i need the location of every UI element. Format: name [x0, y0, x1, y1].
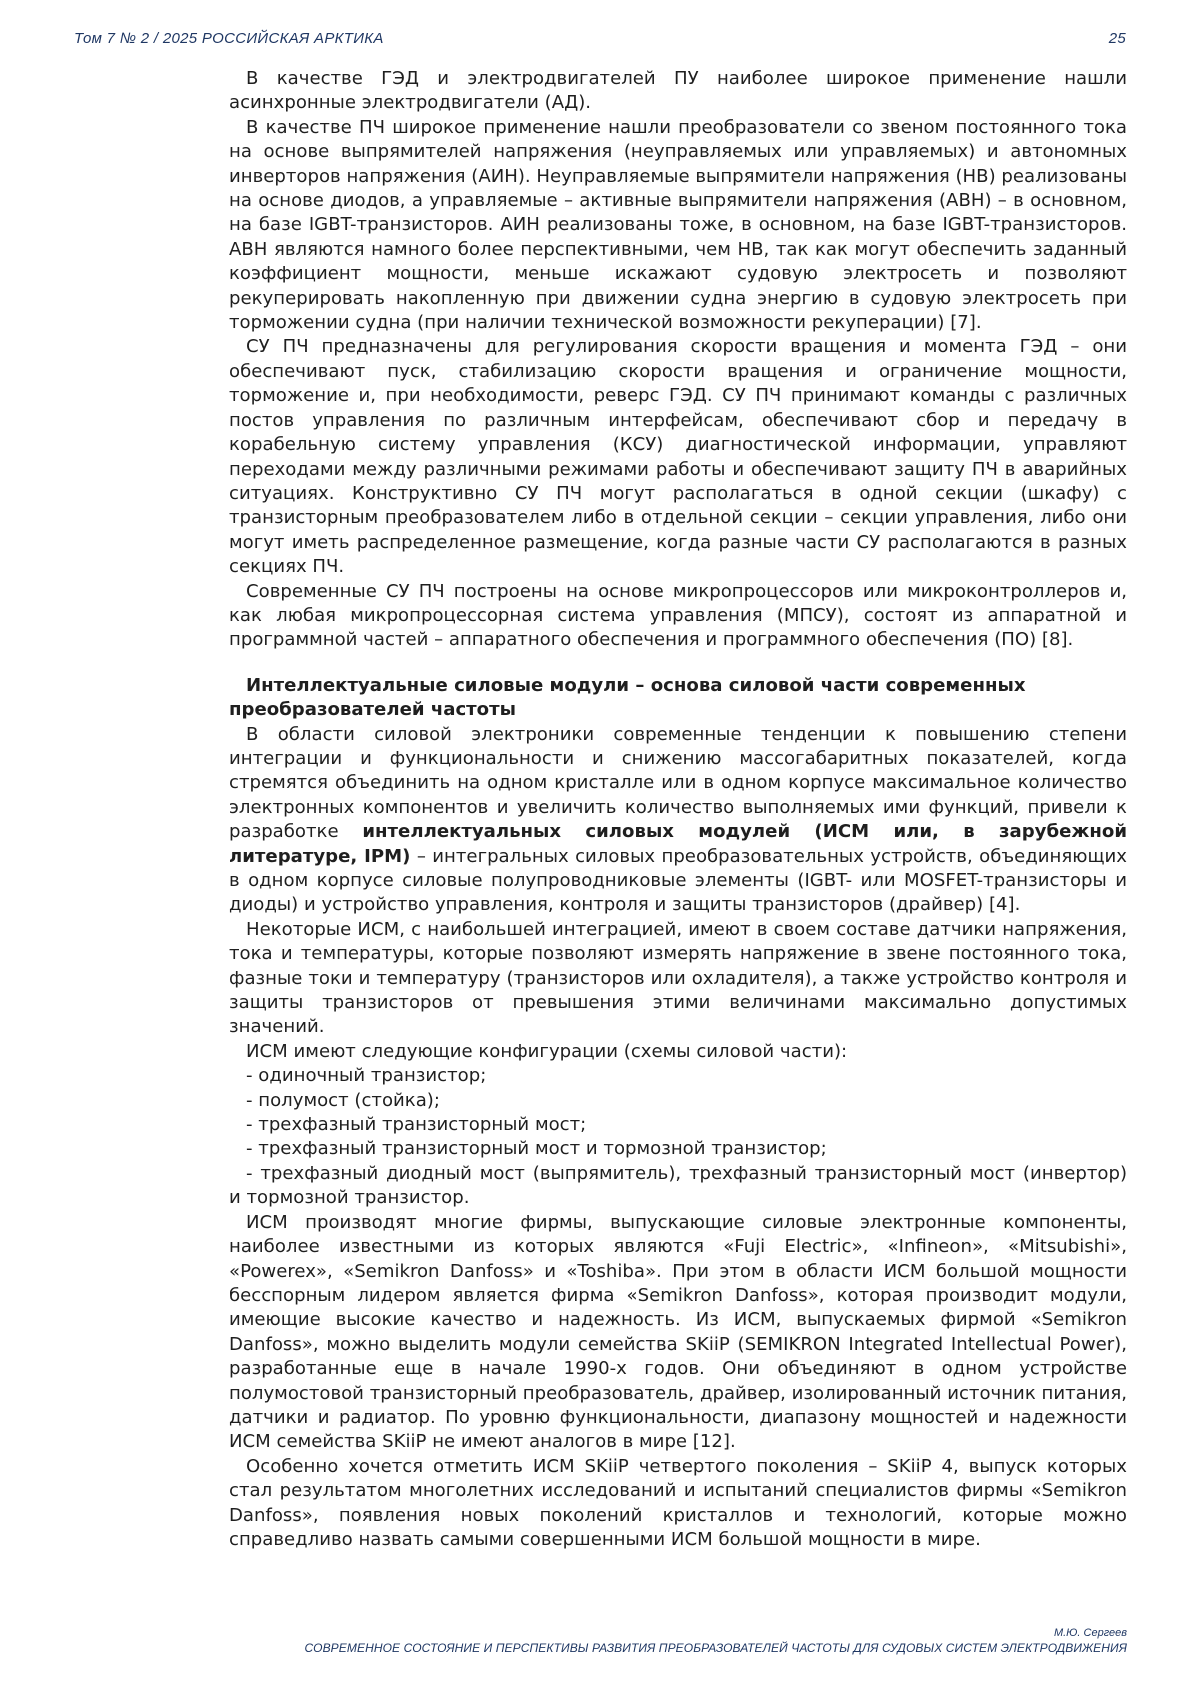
- list-item: - трехфазный диодный мост (выпрямитель), трехфазный транзисторный мост (инвертор) и тормозной транзистор.: [229, 1162, 1127, 1209]
- page-number: 25: [1108, 30, 1126, 47]
- paragraph: Современные СУ ПЧ построены на основе микропроцессоров или микроконтроллеров и, как любая микропроцессорная система управления (МПСУ), состоят из аппаратной и программной частей – аппаратного обеспечения и программного обеспечения (ПО) [8].: [229, 580, 1127, 651]
- list-item: - трехфазный транзисторный мост и тормозной транзистор;: [246, 1138, 827, 1160]
- list-item: - трехфазный транзисторный мост;: [246, 1114, 587, 1136]
- bold-term: интеллектуальных силовых модулей (ИСМ или, в зарубежной литературе, IPM): [229, 821, 1127, 867]
- running-footer: [67, 1626, 1127, 1656]
- paragraph: ИСМ имеют следующие конфигурации (схемы силовой части):: [246, 1040, 848, 1062]
- list-item: - полумост (стойка);: [246, 1089, 440, 1111]
- paragraph: Некоторые ИСМ, с наибольшей интеграцией, имеют в своем составе датчики напряжения, тока и температуры, которые позволяют измерять напряжение в звене постоянного тока, фазные токи и температуру (транзисторов или охладителя), а также устройство контроля и защиты транзисторов от превышения этими величинами максимально допустимых значений.: [229, 918, 1127, 1038]
- paragraph: В качестве ГЭД и электродвигателей ПУ наиболее широкое применение нашли асинхронные электродвигатели (АД).: [229, 68, 1127, 114]
- running-header: [74, 30, 1126, 56]
- list-item: - одиночный транзистор;: [246, 1065, 487, 1087]
- paragraph: В качестве ПЧ широкое применение нашли преобразователи со звеном постоянного тока на основе выпрямителей напряжения (неуправляемых или управляемых) и автономных инверторов напряжения (АИН). Неуправляемые выпрямители напряжения (НВ) реализованы на основе диодов, а управляемые – активные выпрямители напряжения (АВН) – в основном, на базе IGBT-транзисторов. АИН реализованы тоже, в основном, на базе IGBT-транзисторов. АВН являются намного более перспективными, чем НВ, так как могут обеспечить заданный коэффициент мощности, меньше искажают судовую электросеть и позволяют рекуперировать накопленную при движении судна энергию в судовую электросеть при торможении судна (при наличии технической возможности рекуперации) [7].: [229, 116, 1127, 334]
- paragraph: ИСМ производят многие фирмы, выпускающие силовые электронные компоненты, наиболее известными из которых являются «Fuji Electric», «Infineon», «Mitsubishi», «Powerex», «Semikron Danfoss» и «Toshiba». При этом в области ИСМ большой мощности бесспорным лидером является фирма «Semikron Danfoss», которая производит модули, имеющие высокие качество и надежность. Из ИСМ, выпускаемых фирмой «Semikron Danfoss», можно выделить модули семейства SKiiP (SEMIKRON Integrated Intellectual Power), разработанные еще в начале 1990-х годов. Они объединяют в одном устройстве полумостовой транзисторный преобразователь, драйвер, изолированный источник питания, датчики и радиатор. По уровню функциональности, диапазону мощностей и надежности ИСМ семейства SKiiP не имеют аналогов в мире [12].: [229, 1211, 1127, 1453]
- article-body: [229, 67, 1127, 1552]
- paragraph: [229, 723, 1127, 918]
- section-heading: Интеллектуальные силовые модули – основа силовой части современных преобразователей частоты: [229, 674, 1026, 721]
- journal-title: Том 7 № 2 / 2025 РОССИЙСКАЯ АРКТИКА: [74, 30, 384, 47]
- section-spacer: [229, 653, 1127, 674]
- paragraph: СУ ПЧ предназначены для регулирования скорости вращения и момента ГЭД – они обеспечивают пуск, стабилизацию скорости вращения и ограничение мощности, торможение и, при необходимости, реверс ГЭД. СУ ПЧ принимают команды с различных постов управления по различным интерфейсам, обеспечивают сбор и передачу в корабельную систему управления (КСУ) диагностической информации, управляют переходами между различными режимами работы и обеспечивают защиту ПЧ в аварийных ситуациях. Конструктивно СУ ПЧ могут располагаться в одной секции (шкафу) с транзисторным преобразователем либо в отдельной секции – секции управления, либо они могут иметь распределенное размещение, когда разные части СУ располагаются в разных секциях ПЧ.: [229, 336, 1127, 578]
- paragraph-text: – интегральных силовых преобразовательных устройств, объединяющих в одном корпусе силовые полупроводниковые элементы (IGBT- или MOSFET-транзисторы и диоды) и устройство управления, контроля и защиты транзисторов (драйвер) [4].: [229, 845, 1127, 916]
- paragraph: Особенно хочется отметить ИСМ SKiiP четвертого поколения – SKiiP 4, выпуск которых стал результатом многолетних исследований и испытаний специалистов фирмы «Semikron Danfoss», появления новых поколений кристаллов и технологий, которые можно справедливо назвать самыми совершенными ИСМ большой мощности в мире.: [229, 1455, 1127, 1550]
- paragraph-text: В области силовой электроники современные тенденции к повышению степени интеграции и функциональности и снижению массогабаритных показателей, когда стремятся объединить на одном кристалле или в одном корпусе максимальное количество электронных компонентов и увеличить количество выполняемых ими функций, привели к разработке: [229, 723, 1127, 843]
- footer-article-title: СОВРЕМЕННОЕ СОСТОЯНИЕ И ПЕРСПЕКТИВЫ РАЗВИТИЯ ПРЕОБРАЗОВАТЕЛЕЙ ЧАСТОТЫ ДЛЯ СУДОВЫХ СИСТЕМ ЭЛЕКТРОДВИЖЕНИЯ: [304, 1641, 1127, 1655]
- footer-author: М.Ю. Сергеев: [1053, 1627, 1127, 1639]
